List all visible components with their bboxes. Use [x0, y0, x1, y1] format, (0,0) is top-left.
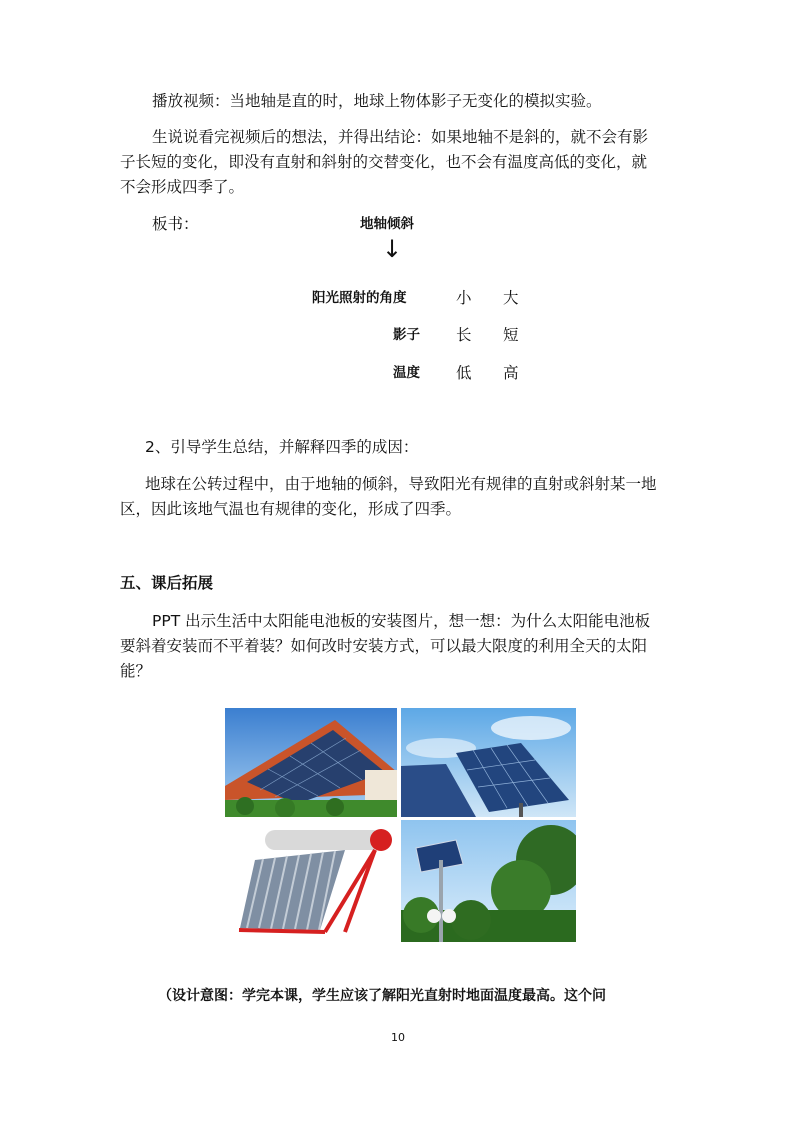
board-arrow: ↓ — [382, 235, 403, 263]
solar-water-heater-image — [225, 820, 397, 942]
paragraph-video: 播放视频：当地轴是直的时，地球上物体影子无变化的模拟实验。 — [152, 92, 602, 110]
page-number: 10 — [391, 1031, 405, 1044]
board-row-value: 高 — [503, 364, 519, 382]
paragraph-conclusion-line2: 子长短的变化，即没有直射和斜射的交替变化，也不会有温度高低的变化，就 — [120, 153, 648, 171]
section2-line1: 地球在公转过程中，由于地轴的倾斜，导致阳光有规律的直射或斜射某一地 — [145, 475, 657, 493]
board-row-value: 大 — [503, 289, 519, 307]
section2-line2: 区，因此该地气温也有规律的变化，形成了四季。 — [120, 500, 462, 518]
board-row-label: 阳光照射的角度 — [312, 290, 407, 306]
solar-array-sky-image — [401, 708, 576, 817]
section5-heading: 五、课后拓展 — [120, 574, 214, 592]
section5-line2: 要斜着安装而不平着装？如何改时安装方式，可以最大限度的利用全天的太阳 — [120, 637, 648, 655]
board-row-value: 短 — [503, 326, 519, 344]
board-row-label: 影子 — [393, 327, 420, 343]
board-row-value: 低 — [456, 364, 472, 382]
board-row-label: 温度 — [393, 365, 420, 381]
section5-line3: 能？ — [120, 662, 152, 680]
board-row-value: 长 — [456, 326, 472, 344]
board-row-value: 小 — [456, 289, 472, 307]
board-top-term: 地轴倾斜 — [360, 216, 414, 232]
section5-line1: PPT 出示生活中太阳能电池板的安装图片，想一想：为什么太阳能电池板 — [152, 612, 651, 630]
paragraph-conclusion-line1: 生说说看完视频后的想法，并得出结论：如果地轴不是斜的，就不会有影 — [152, 128, 649, 146]
section2-title: 2、引导学生总结，并解释四季的成因： — [145, 438, 419, 456]
design-intent-note: （设计意图：学完本课，学生应该了解阳光直射时地面温度最高。这个问 — [158, 988, 606, 1004]
paragraph-conclusion-line3: 不会形成四季了。 — [120, 178, 245, 196]
house-roof-solar-image — [225, 708, 397, 817]
board-label: 板书： — [152, 215, 199, 233]
solar-street-lamp-image — [401, 820, 576, 942]
